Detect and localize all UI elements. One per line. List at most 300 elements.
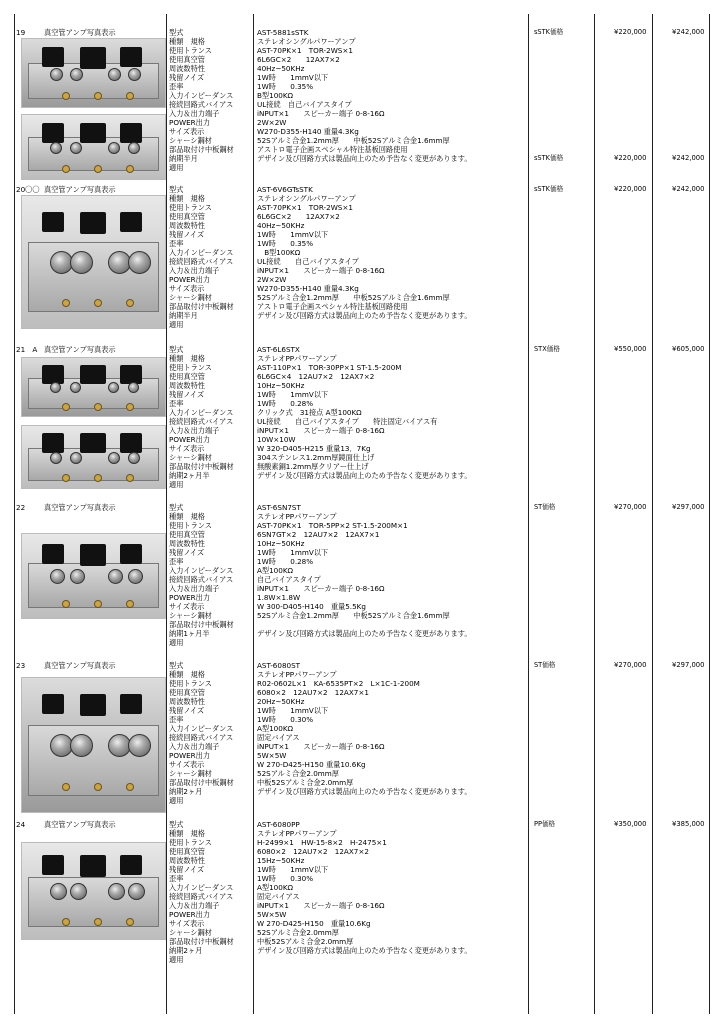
spec-label: 残留ノイズ bbox=[169, 548, 205, 557]
vacuum-tube bbox=[128, 68, 141, 81]
spec-label: 入力＆出力端子 bbox=[169, 742, 220, 751]
vacuum-tube bbox=[50, 569, 65, 584]
spec-value: 2W×2W bbox=[257, 118, 287, 127]
spec-label: サイズ表示 bbox=[169, 919, 205, 928]
spec-values bbox=[257, 503, 472, 638]
spec-value: 5W×5W bbox=[257, 910, 287, 919]
transformer bbox=[42, 47, 64, 67]
price-incl-tax: ¥242,000 bbox=[672, 28, 705, 36]
spec-value: 15Hz~50KHz bbox=[257, 856, 305, 865]
photo-title: 真空管アンプ写真表示 bbox=[44, 503, 116, 512]
vacuum-tube bbox=[50, 883, 67, 900]
amplifier-photo bbox=[21, 357, 166, 417]
vacuum-tube bbox=[70, 251, 93, 274]
spec-value: iNPUT×1 スピーカー端子 0-8-16Ω bbox=[257, 901, 385, 910]
spec-values bbox=[257, 820, 472, 955]
transformer bbox=[80, 123, 106, 143]
spec-value: ステレオPPパワーアンプ bbox=[257, 670, 337, 679]
knob bbox=[126, 92, 134, 100]
spec-value: 中板52Sアルミ合金2.0mm厚 bbox=[257, 778, 354, 787]
photo-title: 真空管アンプ写真表示 bbox=[44, 661, 116, 670]
vacuum-tube bbox=[50, 142, 62, 154]
vacuum-tube bbox=[70, 142, 82, 154]
spec-label: 型式 bbox=[169, 185, 184, 194]
price-excl-tax: ¥350,000 bbox=[614, 820, 647, 828]
spec-label: 残留ノイズ bbox=[169, 706, 205, 715]
price-category: ST価格 bbox=[534, 661, 556, 669]
row-number: 19 bbox=[16, 28, 26, 37]
vacuum-tube bbox=[70, 382, 81, 393]
price-incl-tax: ¥385,000 bbox=[672, 820, 705, 828]
vacuum-tube bbox=[108, 142, 120, 154]
price-excl-tax: ¥550,000 bbox=[614, 345, 647, 353]
transformer bbox=[120, 123, 142, 143]
spec-label: シャーシ鋼材 bbox=[169, 611, 212, 620]
spec-value: W 270-D425-H150 重量10.6Kg bbox=[257, 760, 366, 769]
knob bbox=[126, 299, 134, 307]
spec-label: 納期2ヶ月 bbox=[169, 946, 203, 955]
spec-label: シャーシ鋼材 bbox=[169, 769, 212, 778]
knob bbox=[62, 783, 70, 791]
vacuum-tube bbox=[70, 68, 83, 81]
spec-label: 納期2ヶ月半 bbox=[169, 471, 210, 480]
spec-label: 接続回路式バイアス bbox=[169, 892, 234, 901]
spec-label: 納期2ヶ月 bbox=[169, 787, 203, 796]
spec-label: 部品取付け中板鋼材 bbox=[169, 620, 234, 629]
spec-value: 6L6GC×4 12AU7×2 12AX7×2 bbox=[257, 372, 375, 381]
row-number: 24 bbox=[16, 820, 26, 829]
spec-label: 納期半月 bbox=[169, 154, 198, 163]
product-row bbox=[14, 661, 710, 811]
spec-value: 2W×2W bbox=[257, 275, 287, 284]
spec-value: UL接続 自己バイアスタイプ 特注固定バイアス有 bbox=[257, 417, 438, 426]
row-header bbox=[16, 345, 116, 354]
spec-value: UL接続 自己バイアスタイプ bbox=[257, 257, 359, 266]
row-number: 21 A bbox=[16, 345, 38, 354]
transformer bbox=[80, 694, 106, 716]
spec-label: 部品取付け中板鋼材 bbox=[169, 302, 234, 311]
spec-label: 周波数特性 bbox=[169, 697, 205, 706]
spec-value: 1W時 0.30% bbox=[257, 874, 314, 883]
spec-labels bbox=[169, 661, 234, 805]
spec-label: 周波数特性 bbox=[169, 221, 205, 230]
spec-value: W 300-D405-H140 重量5.5Kg bbox=[257, 602, 366, 611]
transformer bbox=[42, 123, 64, 143]
spec-label: 歪率 bbox=[169, 557, 184, 566]
spec-value: W 320-D405-H215 重量13．7Kg bbox=[257, 444, 371, 453]
spec-value: 固定バイアス bbox=[257, 892, 300, 901]
row-header bbox=[16, 503, 116, 512]
spec-value: 10W×10W bbox=[257, 435, 296, 444]
spec-value: 52Sアルミ合金2.0mm厚 bbox=[257, 928, 339, 937]
spec-label: 入力＆出力端子 bbox=[169, 266, 220, 275]
price-excl-tax: ¥270,000 bbox=[614, 661, 647, 669]
spec-value: iNPUT×1 スピーカー端子 0-8-16Ω bbox=[257, 584, 385, 593]
spec-value: B型100KΩ bbox=[257, 248, 301, 257]
spec-value: iNPUT×1 スピーカー端子 0-8-16Ω bbox=[257, 742, 385, 751]
vacuum-tube bbox=[108, 382, 119, 393]
product-row bbox=[14, 503, 710, 653]
spec-value: デザイン及び回路方式は製品向上のため予告なく変更があります。 bbox=[257, 471, 472, 480]
spec-value: アストロ電子企画スペシャル特注基板回路使用 bbox=[257, 302, 408, 311]
spec-label: サイズ表示 bbox=[169, 602, 205, 611]
spec-label: 適用 bbox=[169, 955, 184, 964]
spec-label: 部品取付け中板鋼材 bbox=[169, 145, 234, 154]
price-category: STX価格 bbox=[534, 345, 560, 353]
spec-value: 固定バイアス bbox=[257, 733, 300, 742]
spec-value: iNPUT×1 スピーカー端子 0-8-16Ω bbox=[257, 266, 385, 275]
spec-label: 適用 bbox=[169, 320, 184, 329]
spec-value: デザイン及び回路方式は製品向上のため予告なく変更があります。 bbox=[257, 154, 472, 163]
row-header bbox=[16, 185, 116, 194]
spec-value: 6L6GC×2 12AX7×2 bbox=[257, 55, 340, 64]
price-category: sSTK価格 bbox=[534, 28, 564, 36]
spec-label: 周波数特性 bbox=[169, 856, 205, 865]
spec-label: 入力インピーダンス bbox=[169, 248, 234, 257]
spec-value: UL接続 自己バイアスタイプ bbox=[257, 100, 352, 109]
knob bbox=[94, 918, 102, 926]
knob bbox=[94, 474, 102, 482]
spec-labels bbox=[169, 185, 234, 329]
spec-value: 1W時 1mmV以下 bbox=[257, 230, 329, 239]
spec-label: 型式 bbox=[169, 28, 184, 37]
spec-value: 1W時 0.35% bbox=[257, 239, 314, 248]
spec-label: 歪率 bbox=[169, 874, 184, 883]
spec-value: iNPUT×1 スピーカー端子 0-8-16Ω bbox=[257, 426, 385, 435]
row-header bbox=[16, 28, 116, 37]
vacuum-tube bbox=[108, 452, 120, 464]
spec-label: 使用真空管 bbox=[169, 530, 205, 539]
spec-value: AST-70PK×1 TOR-2WS×1 bbox=[257, 46, 353, 55]
product-row bbox=[14, 185, 710, 335]
price-incl-tax: ¥242,000 bbox=[672, 185, 705, 193]
spec-label: 入力インピーダンス bbox=[169, 883, 234, 892]
spec-label: 部品取付け中板鋼材 bbox=[169, 778, 234, 787]
amplifier-photo bbox=[21, 114, 166, 180]
spec-label: 適用 bbox=[169, 638, 184, 647]
price-incl-tax: ¥605,000 bbox=[672, 345, 705, 353]
spec-value: デザイン及び回路方式は製品向上のため予告なく変更があります。 bbox=[257, 946, 472, 955]
knob bbox=[126, 600, 134, 608]
spec-value: 52Sアルミ合金1.2mm厚 中板52Sアルミ合金1.6mm厚 bbox=[257, 293, 450, 302]
spec-value: 6080×2 12AU7×2 12AX7×1 bbox=[257, 688, 369, 697]
amplifier-photo bbox=[21, 38, 166, 108]
spec-label: 使用真空管 bbox=[169, 688, 205, 697]
amplifier-photo bbox=[21, 677, 166, 813]
spec-label: 型式 bbox=[169, 661, 184, 670]
spec-label: 型式 bbox=[169, 820, 184, 829]
transformer bbox=[80, 47, 106, 69]
vacuum-tube bbox=[50, 382, 61, 393]
spec-label: 納期1ヶ月半 bbox=[169, 629, 210, 638]
transformer bbox=[120, 47, 142, 67]
amplifier-photo bbox=[21, 533, 166, 619]
photo-title: 真空管アンプ写真表示 bbox=[44, 345, 116, 354]
spec-label: シャーシ鋼材 bbox=[169, 453, 212, 462]
knob bbox=[62, 600, 70, 608]
transformer bbox=[42, 433, 64, 453]
row-number: 20〇〇 bbox=[16, 185, 40, 194]
vacuum-tube bbox=[108, 883, 125, 900]
spec-label: シャーシ鋼材 bbox=[169, 136, 212, 145]
spec-value: 1.8W×1.8W bbox=[257, 593, 301, 602]
spec-label: 種類 規格 bbox=[169, 37, 205, 46]
spec-value bbox=[257, 620, 472, 629]
row-number: 22 bbox=[16, 503, 26, 512]
spec-label: 周波数特性 bbox=[169, 381, 205, 390]
price-category: ST価格 bbox=[534, 503, 556, 511]
vacuum-tube bbox=[50, 68, 63, 81]
vacuum-tube bbox=[128, 382, 139, 393]
spec-value: 1W時 0.28% bbox=[257, 399, 314, 408]
spec-value: 6L6GC×2 12AX7×2 bbox=[257, 212, 340, 221]
spec-label: 使用トランス bbox=[169, 363, 212, 372]
knob bbox=[62, 165, 70, 173]
spec-value: ステレオシングルパワーアンプ bbox=[257, 194, 356, 203]
spec-label: 使用真空管 bbox=[169, 55, 205, 64]
product-row bbox=[14, 28, 710, 178]
vacuum-tube bbox=[128, 452, 140, 464]
price-incl-tax: ¥297,000 bbox=[672, 661, 705, 669]
spec-value: 自己バイアスタイプ bbox=[257, 575, 321, 584]
spec-value: 10Hz~50KHz bbox=[257, 539, 305, 548]
spec-value: デザイン及び回路方式は製品向上のため予告なく変更があります。 bbox=[257, 311, 472, 320]
knob bbox=[94, 92, 102, 100]
spec-value: 1W時 1mmV以下 bbox=[257, 865, 329, 874]
spec-value: AST-6080ST bbox=[257, 661, 301, 670]
spec-label: POWER出力 bbox=[169, 275, 211, 284]
vacuum-tube bbox=[70, 452, 82, 464]
transformer bbox=[120, 365, 142, 384]
spec-value: AST-6SN7ST bbox=[257, 503, 301, 512]
spec-label: 接続回路式バイアス bbox=[169, 733, 234, 742]
product-row bbox=[14, 345, 710, 495]
spec-label: 適用 bbox=[169, 796, 184, 805]
spec-label: POWER出力 bbox=[169, 435, 211, 444]
spec-label: POWER出力 bbox=[169, 751, 211, 760]
spec-label: サイズ表示 bbox=[169, 444, 205, 453]
spec-label: 入力インピーダンス bbox=[169, 566, 234, 575]
spec-label: 歪率 bbox=[169, 715, 184, 724]
spec-value: 1W時 1mmV以下 bbox=[257, 390, 329, 399]
spec-value: ステレオPPパワーアンプ bbox=[257, 354, 337, 363]
spec-value: デザイン及び回路方式は製品向上のため予告なく変更があります。 bbox=[257, 629, 472, 638]
spec-value: 1W時 1mmV以下 bbox=[257, 73, 329, 82]
transformer bbox=[80, 212, 106, 234]
spec-values bbox=[257, 661, 472, 796]
price-excl-tax: ¥220,000 bbox=[614, 185, 647, 193]
spec-label: 型式 bbox=[169, 345, 184, 354]
transformer bbox=[80, 433, 106, 453]
transformer bbox=[120, 544, 142, 564]
spec-label: POWER出力 bbox=[169, 910, 211, 919]
spec-label: 種類 規格 bbox=[169, 194, 205, 203]
spec-value: 5W×5W bbox=[257, 751, 287, 760]
spec-value: AST-6080PP bbox=[257, 820, 300, 829]
price-category: sSTK価格 bbox=[534, 154, 564, 162]
spec-values bbox=[257, 28, 472, 163]
spec-value: R02-0602L×1 KA-6535PT×2 L×1C-1-200M bbox=[257, 679, 420, 688]
spec-label: 型式 bbox=[169, 503, 184, 512]
vacuum-tube bbox=[50, 452, 62, 464]
spec-value: AST-6L6STX bbox=[257, 345, 300, 354]
photo-title: 真空管アンプ写真表示 bbox=[44, 185, 116, 194]
spec-value: 1W時 0.30% bbox=[257, 715, 314, 724]
knob bbox=[126, 474, 134, 482]
spec-label: 種類 規格 bbox=[169, 354, 205, 363]
knob bbox=[94, 299, 102, 307]
row-header bbox=[16, 820, 116, 829]
transformer bbox=[120, 212, 142, 232]
knob bbox=[94, 600, 102, 608]
spec-label: サイズ表示 bbox=[169, 284, 205, 293]
spec-value: AST-70PK×1 TOR-5PP×2 ST-1.5-200M×1 bbox=[257, 521, 408, 530]
spec-value: 1W時 0.28% bbox=[257, 557, 314, 566]
spec-value: H-2499×1 HW-15-8×2 H-2475×1 bbox=[257, 838, 387, 847]
knob bbox=[62, 403, 70, 411]
row-header bbox=[16, 661, 116, 670]
spec-value: 6SN7GT×2 12AU7×2 12AX7×1 bbox=[257, 530, 380, 539]
spec-value: ステレオPPパワーアンプ bbox=[257, 829, 337, 838]
spec-value: 10Hz~50KHz bbox=[257, 381, 305, 390]
spec-labels bbox=[169, 28, 234, 172]
spec-values bbox=[257, 185, 472, 320]
spec-label: 接続回路式バイアス bbox=[169, 100, 234, 109]
knob bbox=[126, 783, 134, 791]
transformer bbox=[120, 855, 142, 875]
vacuum-tube bbox=[128, 142, 140, 154]
knob bbox=[126, 918, 134, 926]
spec-label: 入力インピーダンス bbox=[169, 724, 234, 733]
spec-label: 歪率 bbox=[169, 399, 184, 408]
spec-value: ステレオシングルパワーアンプ bbox=[257, 37, 356, 46]
transformer bbox=[80, 365, 106, 384]
vacuum-tube bbox=[108, 68, 121, 81]
spec-label: 使用真空管 bbox=[169, 372, 205, 381]
spec-value: 40Hz~50KHz bbox=[257, 221, 305, 230]
knob bbox=[94, 165, 102, 173]
spec-value: 20Hz~50KHz bbox=[257, 697, 305, 706]
spec-label: サイズ表示 bbox=[169, 760, 205, 769]
vacuum-tube bbox=[70, 569, 85, 584]
spec-value: 1W時 0.35% bbox=[257, 82, 314, 91]
vacuum-tube bbox=[128, 251, 151, 274]
vacuum-tube bbox=[108, 569, 123, 584]
price-excl-tax: ¥270,000 bbox=[614, 503, 647, 511]
spec-label: 使用トランス bbox=[169, 679, 212, 688]
spec-label: 残留ノイズ bbox=[169, 230, 205, 239]
spec-value: 1W時 1mmV以下 bbox=[257, 706, 329, 715]
spec-label: 適用 bbox=[169, 163, 184, 172]
spec-value: AST-6V6GTsSTK bbox=[257, 185, 313, 194]
price-excl-tax: ¥220,000 bbox=[614, 28, 647, 36]
transformer bbox=[80, 544, 106, 566]
knob bbox=[126, 403, 134, 411]
spec-value: A型100KΩ bbox=[257, 724, 294, 733]
spec-value: AST-5881sSTK bbox=[257, 28, 309, 37]
spec-label: 入力＆出力端子 bbox=[169, 426, 220, 435]
spec-label: 納期半月 bbox=[169, 311, 198, 320]
spec-value: AST-70PK×1 TOR-2WS×1 bbox=[257, 203, 353, 212]
vacuum-tube bbox=[128, 734, 151, 757]
transformer bbox=[80, 855, 106, 877]
spec-value: 40Hz~50KHz bbox=[257, 64, 305, 73]
spec-value: W 270-D425-H150 重量10.6Kg bbox=[257, 919, 371, 928]
price-excl-tax: ¥220,000 bbox=[614, 154, 647, 162]
spec-label: 歪率 bbox=[169, 239, 184, 248]
transformer bbox=[120, 694, 142, 714]
amplifier-photo bbox=[21, 842, 166, 940]
transformer bbox=[42, 694, 64, 714]
spec-value: 304ステンレス1.2mm厚鏡面仕上げ bbox=[257, 453, 375, 462]
knob bbox=[94, 783, 102, 791]
amplifier-photo bbox=[21, 195, 166, 329]
knob bbox=[94, 403, 102, 411]
spec-label: 入力インピーダンス bbox=[169, 91, 234, 100]
spec-label: 使用トランス bbox=[169, 838, 212, 847]
spec-labels bbox=[169, 345, 234, 489]
knob bbox=[62, 918, 70, 926]
spec-value: クリック式 31接点 A型100KΩ bbox=[257, 408, 362, 417]
spec-values bbox=[257, 345, 472, 480]
vacuum-tube bbox=[128, 883, 145, 900]
spec-label: 残留ノイズ bbox=[169, 73, 205, 82]
spec-label: 接続回路式バイアス bbox=[169, 575, 234, 584]
spec-label: 残留ノイズ bbox=[169, 865, 205, 874]
row-number: 23 bbox=[16, 661, 26, 670]
knob bbox=[126, 165, 134, 173]
spec-value: アストロ電子企画スペシャル特注基板回路使用 bbox=[257, 145, 408, 154]
price-category: PP価格 bbox=[534, 820, 556, 828]
transformer bbox=[42, 544, 64, 564]
spec-label: 部品取付け中板鋼材 bbox=[169, 937, 234, 946]
photo-title: 真空管アンプ写真表示 bbox=[44, 820, 116, 829]
spec-label: サイズ表示 bbox=[169, 127, 205, 136]
transformer bbox=[42, 365, 64, 384]
amplifier-photo bbox=[21, 425, 166, 489]
spec-value: W270-D355-H140 重量4.3Kg bbox=[257, 284, 359, 293]
spec-value: iNPUT×1 スピーカー端子 0-8-16Ω bbox=[257, 109, 385, 118]
price-incl-tax: ¥242,000 bbox=[672, 154, 705, 162]
spec-value: B型100KΩ bbox=[257, 91, 294, 100]
spec-label: 使用真空管 bbox=[169, 847, 205, 856]
spec-value: 52Sアルミ合金1.2mm厚 中板52Sアルミ合金1.6mm厚 bbox=[257, 136, 450, 145]
spec-label: 残留ノイズ bbox=[169, 390, 205, 399]
spec-label: 周波数特性 bbox=[169, 539, 205, 548]
spec-label: 歪率 bbox=[169, 82, 184, 91]
knob bbox=[62, 299, 70, 307]
spec-value: 1W時 1mmV以下 bbox=[257, 548, 329, 557]
transformer bbox=[120, 433, 142, 453]
price-incl-tax: ¥297,000 bbox=[672, 503, 705, 511]
transformer bbox=[42, 212, 64, 232]
spec-label: 種類 規格 bbox=[169, 512, 205, 521]
spec-label: 入力インピーダンス bbox=[169, 408, 234, 417]
spec-value: 52Sアルミ合金1.2mm厚 中板52Sアルミ合金1.6mm厚 bbox=[257, 611, 450, 620]
spec-value: 6080×2 12AU7×2 12AX7×2 bbox=[257, 847, 369, 856]
spec-value: 中板52Sアルミ合金2.0mm厚 bbox=[257, 937, 354, 946]
spec-labels bbox=[169, 503, 234, 647]
spec-label: 使用トランス bbox=[169, 203, 212, 212]
spec-label: 使用トランス bbox=[169, 521, 212, 530]
spec-value: ステレオPPパワーアンプ bbox=[257, 512, 337, 521]
spec-label: 使用真空管 bbox=[169, 212, 205, 221]
knob bbox=[62, 92, 70, 100]
spec-value: 52Sアルミ合金2.0mm厚 bbox=[257, 769, 339, 778]
spec-label: 入力＆出力端子 bbox=[169, 109, 220, 118]
spec-label: POWER出力 bbox=[169, 118, 211, 127]
spec-value: AST-110P×1 TOR-30PP×1 ST-1.5-200M bbox=[257, 363, 402, 372]
